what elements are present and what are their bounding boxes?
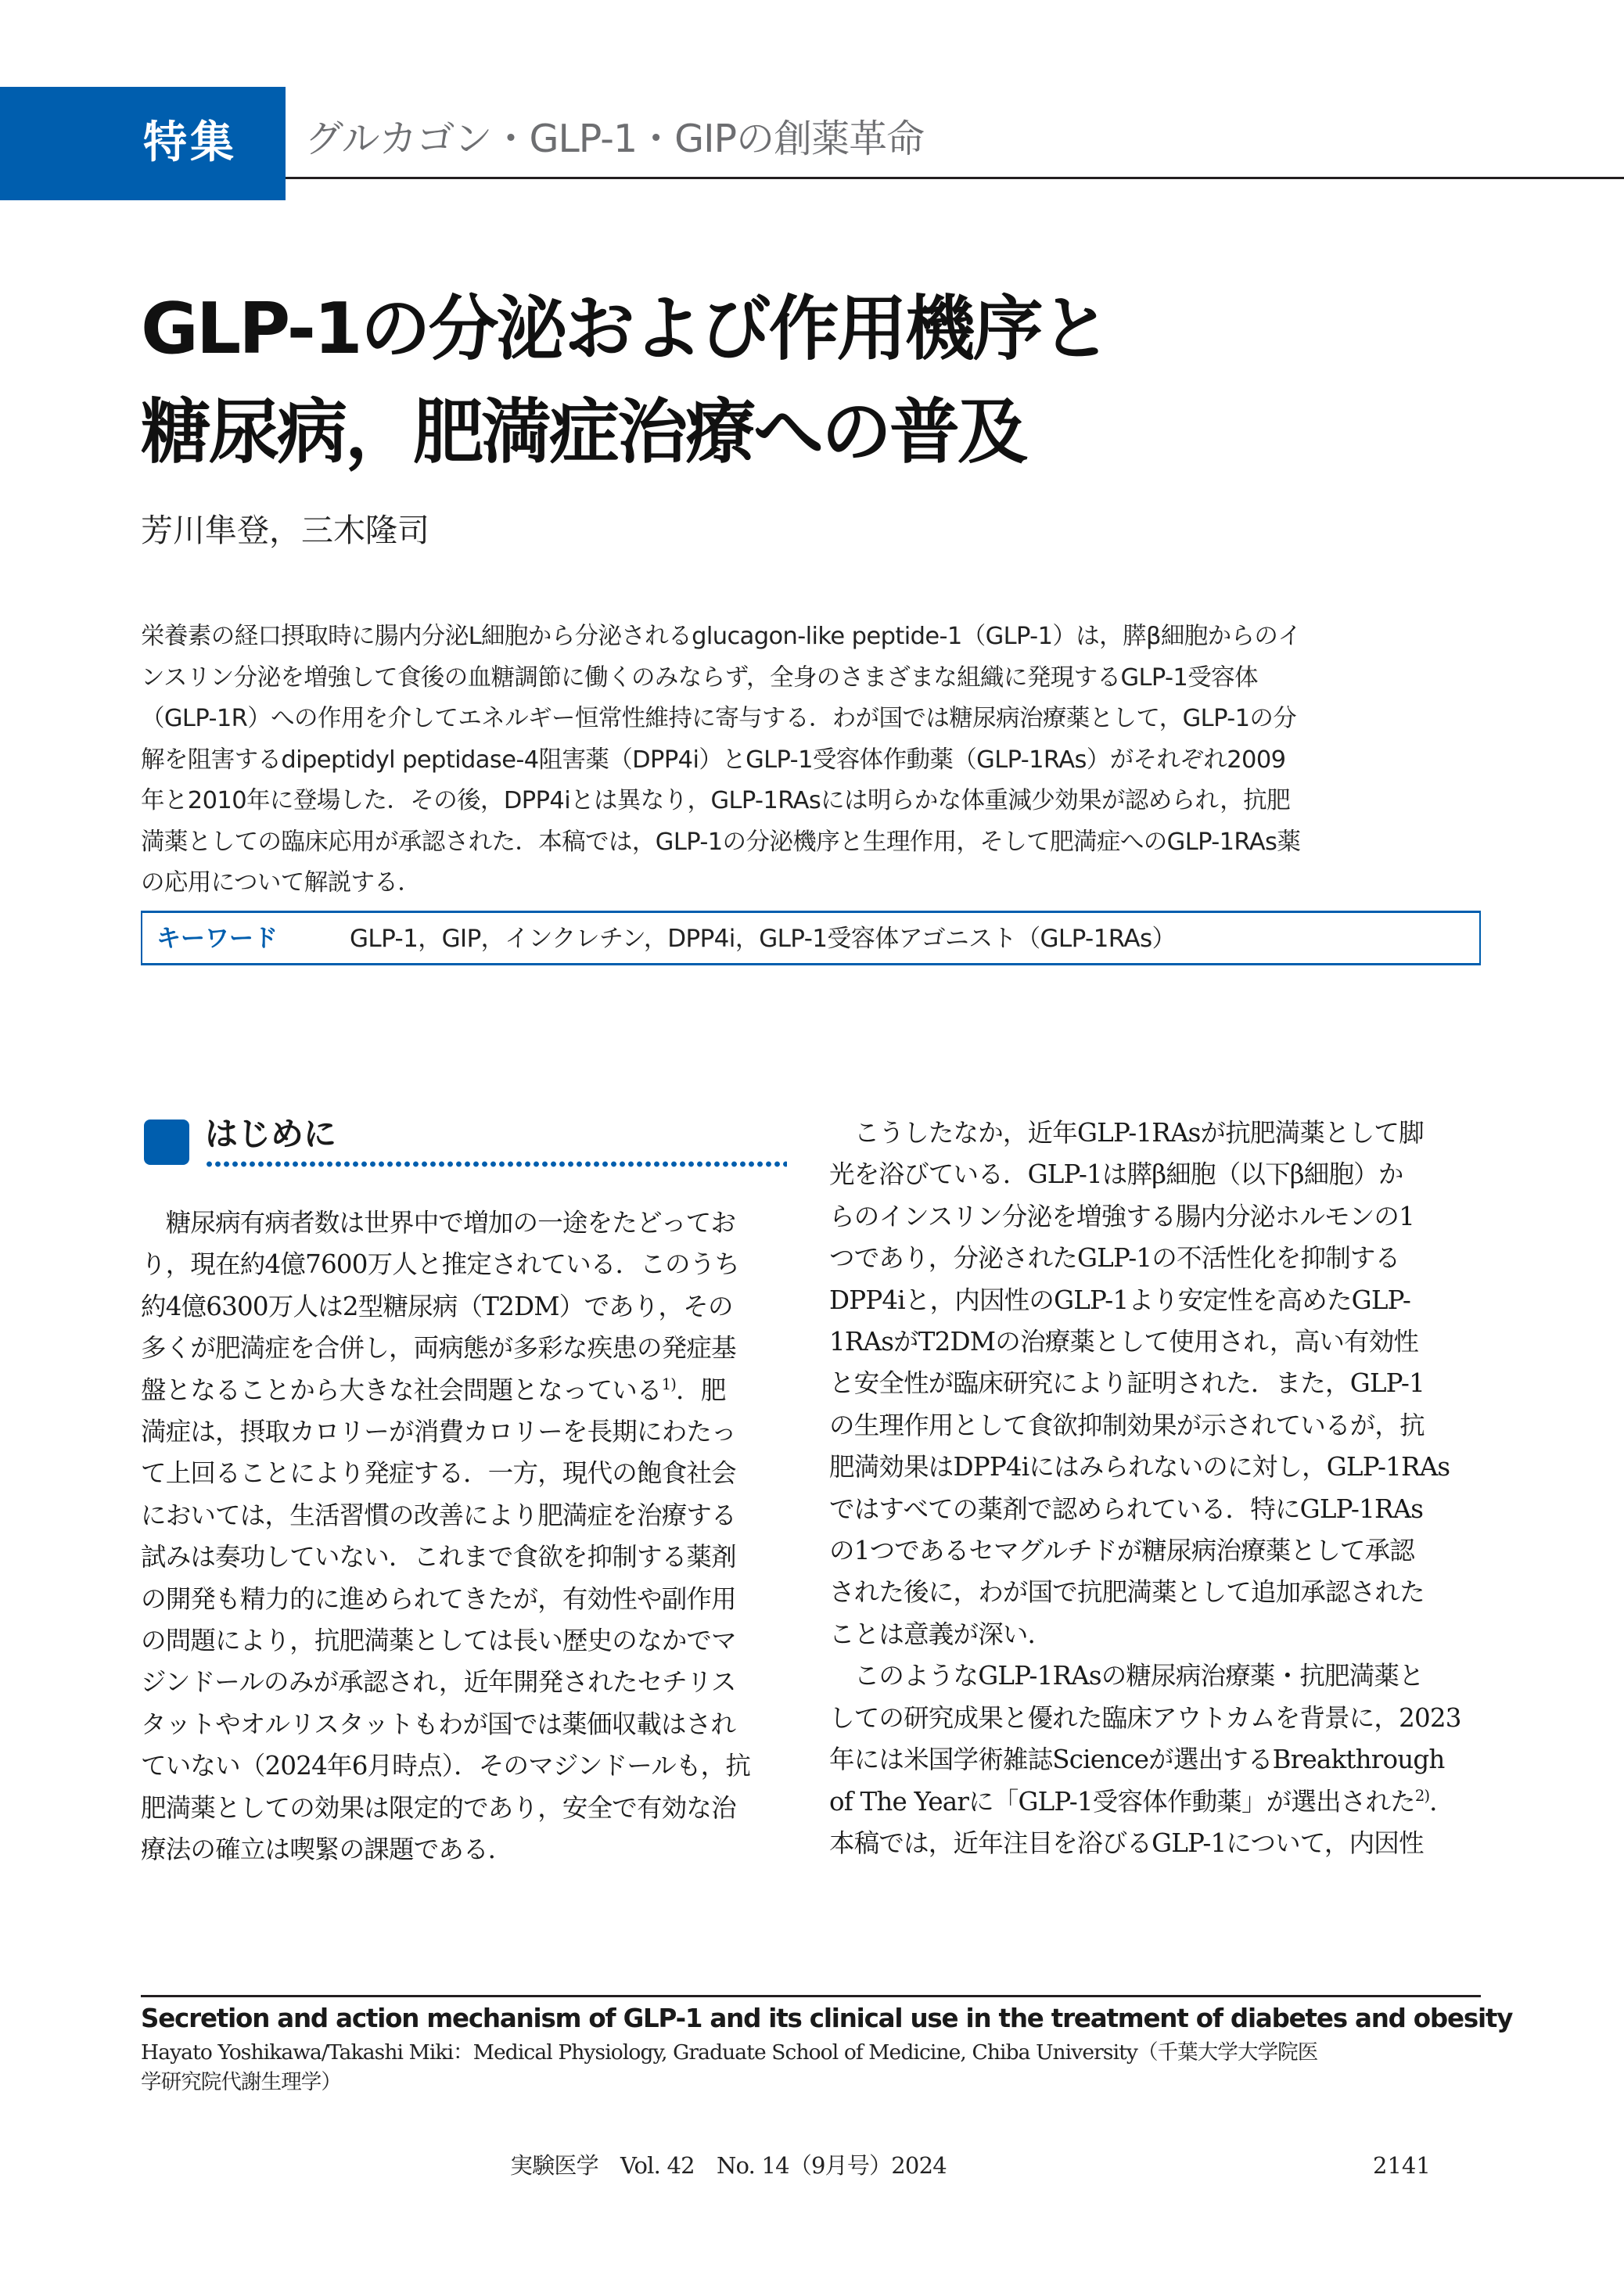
reference-2[interactable]: 2)	[1414, 1786, 1430, 1805]
body-line: て上回ることにより発症する．一方，現代の飽食社会	[141, 1458, 736, 1489]
body-line: 1RAsがT2DMの治療薬として使用され，高い有効性	[829, 1327, 1419, 1357]
abstract-line: 満薬としての臨床応用が承認された．本稿では，GLP-1の分泌機序と生理作用，そして肥満症へのGLP-1RAs薬	[141, 828, 1301, 856]
body-text: 盤となることから大きな社会問題となっている	[141, 1375, 662, 1405]
right-column	[829, 1112, 1486, 1864]
section-square-icon	[144, 1120, 189, 1165]
body-line: 療法の確立は喫緊の課題である．	[141, 1835, 513, 1865]
abstract	[141, 616, 1486, 904]
english-title-rule	[141, 1995, 1481, 1997]
title-line: GLP-1の分泌および作用機序と	[141, 288, 1109, 370]
body-line: においては，生活習慣の改善により肥満症を治療する	[141, 1500, 736, 1530]
reference-1[interactable]: 1)	[661, 1375, 677, 1393]
body-line: ではすべての薬剤で認められている．特にGLP-1RAs	[829, 1493, 1424, 1524]
body-line: タットやオルリスタットもわが国では薬価収載はされ	[141, 1709, 736, 1739]
journal-footer: 実験医学 Vol. 42 No. 14（9月号）2024	[510, 2152, 947, 2179]
keywords-text: GLP-1，GIP，インクレチン，DPP4i，GLP-1受容体アゴニスト（GLP-1RAs）	[350, 925, 1176, 953]
body-line: 年には米国学術雑誌Scienceが選出するBreakthrough	[829, 1745, 1445, 1775]
body-line: された後に，わが国で抗肥満薬として追加承認された	[829, 1577, 1425, 1608]
body-line: 満症は，摂取カロリーが消費カロリーを長期にわたっ	[141, 1417, 736, 1447]
body-line	[141, 1370, 790, 1411]
body-line: 肥満効果はDPP4iにはみられないのに対し，GLP-1RAs	[829, 1452, 1450, 1483]
body-line: 試みは奏功していない．これまで食欲を抑制する薬剤	[141, 1542, 736, 1572]
left-column	[141, 1202, 790, 1871]
keywords-box	[141, 911, 1481, 965]
section-heading: はじめに	[205, 1115, 337, 1153]
keywords-label: キーワード	[156, 925, 278, 953]
abstract-line: 年と2010年に登場した．その後，DPP4iとは異なり，GLP-1RAsには明らかな体重減少効果が認められ，抗肥	[141, 787, 1290, 814]
body-text: of The Yearに「GLP-1受容体作動薬」が選出された	[829, 1786, 1415, 1817]
body-line: り，現在約4億7600万人と推定されている．このうち	[141, 1249, 740, 1280]
header-rule	[286, 177, 1624, 179]
section-dotted-rule	[205, 1161, 787, 1167]
body-line: 糖尿病有病者数は世界中で増加の一途をたどってお	[141, 1208, 736, 1238]
body-line: の問題により，抗肥満薬としては長い歴史のなかでマ	[141, 1626, 736, 1656]
body-text: ．肥	[676, 1375, 726, 1405]
body-line: 本稿では，近年注目を浴びるGLP-1について，内因性	[829, 1828, 1424, 1858]
body-line: の開発も精力的に進められてきたが，有効性や副作用	[141, 1583, 736, 1614]
affiliation-line: 学研究院代謝生理学）	[141, 2070, 341, 2094]
body-line: DPP4iと，内因性のGLP-1より安定性を高めたGLP-	[829, 1285, 1411, 1315]
article-title	[141, 278, 1471, 484]
body-line: つであり，分泌されたGLP-1の不活性化を抑制する	[829, 1243, 1400, 1274]
body-line: しての研究成果と優れた臨床アウトカムを背景に，2023	[829, 1702, 1461, 1733]
feature-label: 特集	[143, 117, 237, 168]
body-line: 多くが肥満症を合併し，両病態が多彩な疾患の発症基	[141, 1333, 736, 1364]
body-text: ．	[1429, 1786, 1454, 1817]
abstract-line: 解を阻害するdipeptidyl peptidase-4阻害薬（DPP4i）とGLP-1受容体作動薬（GLP-1RAs）がそれぞれ2009	[141, 746, 1286, 774]
page-number: 2141	[1373, 2152, 1431, 2179]
abstract-line: ンスリン分泌を増強して食後の血糖調節に働くのみならず，全身のさまざまな組織に発現するGLP-1受容体	[141, 663, 1258, 692]
affiliation	[141, 2038, 1486, 2097]
body-line: こうしたなか，近年GLP-1RAsが抗肥満薬として脚	[829, 1118, 1424, 1148]
abstract-line: 栄養素の経口摂取時に腸内分泌L細胞から分泌されるglucagon-like peptide-1（GLP-1）は，膵β細胞からのイ	[141, 623, 1302, 650]
affiliation-line: Hayato Yoshikawa/Takashi Miki：Medical Physiology, Graduate School of Medicine, Chiba University（千葉大学大学院医	[141, 2040, 1318, 2065]
body-line: 光を浴びている．GLP-1は膵β細胞（以下β細胞）か	[829, 1159, 1403, 1190]
body-line: の1つであるセマグルチドが糖尿病治療薬として承認	[829, 1536, 1415, 1566]
body-line	[829, 1781, 1486, 1823]
body-line: の生理作用として食欲抑制効果が示されているが，抗	[829, 1410, 1425, 1440]
english-title: Secretion and action mechanism of GLP-1 and its clinical use in the treatment of diabetes and obesity	[141, 2004, 1513, 2033]
title-line: 糖尿病，肥満症治療への普及	[141, 391, 1026, 473]
body-line: ことは意義が深い．	[829, 1619, 1053, 1649]
feature-band	[0, 87, 286, 200]
abstract-line: の応用について解説する．	[141, 869, 422, 897]
body-line: らのインスリン分泌を増強する腸内分泌ホルモンの1	[829, 1201, 1415, 1231]
authors: 芳川隼登，三木隆司	[141, 512, 429, 549]
body-line: 約4億6300万人は2型糖尿病（T2DM）であり，その	[141, 1291, 733, 1321]
body-line: 肥満薬としての効果は限定的であり，安全で有効な治	[141, 1792, 736, 1823]
body-line: このようなGLP-1RAsの糖尿病治療薬・抗肥満薬と	[829, 1661, 1424, 1691]
body-line: ていない（2024年6月時点）．そのマジンドールも，抗	[141, 1751, 751, 1781]
abstract-line: （GLP-1R）への作用を介してエネルギー恒常性維持に寄与する．わが国では糖尿病治療薬として，GLP-1の分	[141, 705, 1297, 732]
body-line: ジンドールのみが承認され，近年開発されたセチリス	[141, 1667, 736, 1698]
body-line: と安全性が臨床研究により証明された．また，GLP-1	[829, 1368, 1425, 1399]
series-title: グルカゴン・GLP-1・GIPの創薬革命	[305, 117, 925, 161]
